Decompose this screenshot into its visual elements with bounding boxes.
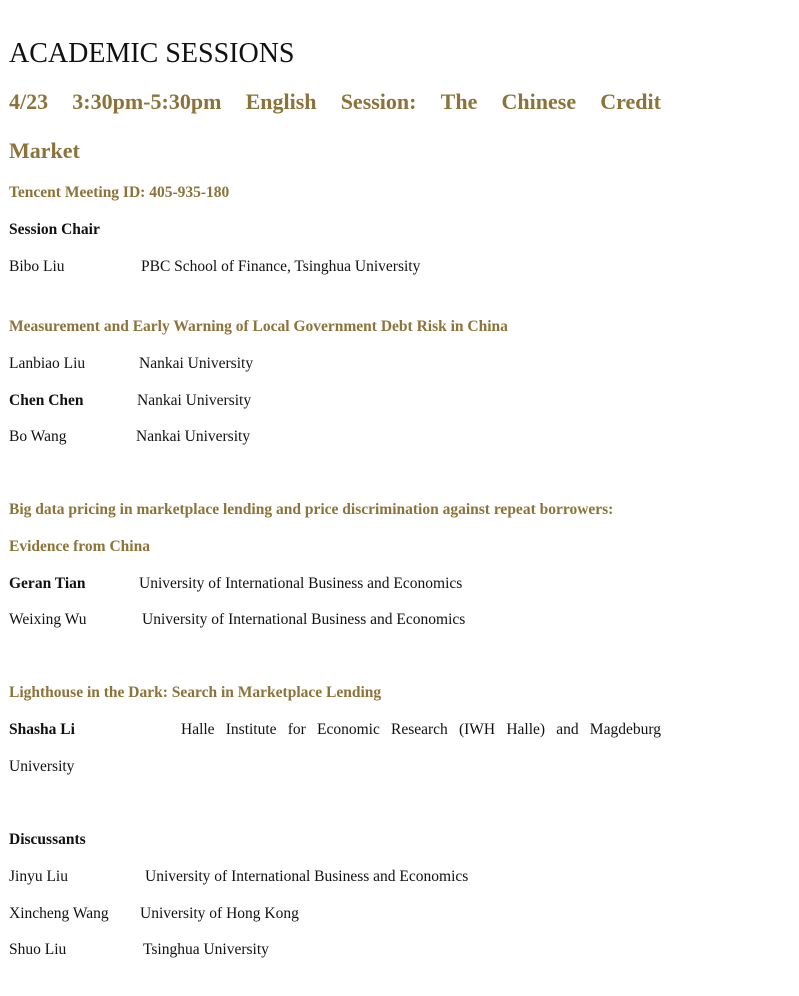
- author-affiliation: Nankai University: [136, 428, 251, 445]
- meeting-id: Tencent Meeting ID: 405-935-180: [9, 184, 230, 201]
- affiliation-word: Research: [391, 721, 448, 738]
- session-heading-word: English: [245, 89, 317, 114]
- author-name: Bo Wang: [9, 428, 67, 445]
- paper-title: Measurement and Early Warning of Local Government Debt Risk in China: [9, 318, 508, 335]
- author-name: Shasha Li: [9, 721, 75, 738]
- paper-title: Lighthouse in the Dark: Search in Marketplace Lending: [9, 684, 382, 701]
- discussant-name: Shuo Liu: [9, 941, 67, 958]
- author-name: Weixing Wu: [9, 611, 87, 628]
- discussants-label: Discussants: [9, 831, 86, 848]
- paper-title-line2: Evidence from China: [9, 538, 150, 555]
- discussant-name: Jinyu Liu: [9, 868, 68, 885]
- author-affiliation: University of International Business and Economics: [139, 575, 463, 592]
- affiliation-word: for: [287, 721, 306, 738]
- session-heading-word: 3:30pm-5:30pm: [72, 89, 222, 114]
- session-heading-word: 4/23: [9, 89, 49, 114]
- affiliation-word: Halle): [506, 721, 546, 738]
- author-affiliation-line2: University: [9, 758, 75, 775]
- discussant-affiliation: Tsinghua University: [143, 941, 269, 958]
- discussant-affiliation: University of Hong Kong: [140, 905, 299, 922]
- session-chair-label: Session Chair: [9, 221, 100, 238]
- discussant-affiliation: University of International Business and Economics: [145, 868, 469, 885]
- author-name: Geran Tian: [9, 575, 86, 592]
- author-name: Lanbiao Liu: [9, 355, 86, 372]
- session-heading-word: The: [440, 89, 478, 114]
- session-heading-word: Chinese: [501, 89, 577, 114]
- author-affiliation: Nankai University: [139, 355, 254, 372]
- session-heading-word: Session:: [340, 89, 417, 114]
- chair-name: Bibo Liu: [9, 258, 65, 275]
- affiliation-word: Halle: [181, 721, 215, 738]
- author-affiliation: University of International Business and Economics: [142, 611, 466, 628]
- chair-affiliation: PBC School of Finance, Tsinghua University: [141, 258, 421, 275]
- affiliation-word: Magdeburg: [589, 721, 661, 738]
- paper-title: Big data pricing in marketplace lending and price discrimination against repeat borrowers:: [9, 501, 614, 518]
- affiliation-word: (IWH: [458, 721, 496, 738]
- affiliation-word: Institute: [225, 721, 277, 738]
- author-affiliation: Nankai University: [137, 392, 252, 409]
- discussant-name: Xincheng Wang: [9, 905, 109, 922]
- session-heading: [9, 88, 661, 116]
- author-name: Chen Chen: [9, 392, 84, 409]
- session-heading-line2: Market: [9, 138, 80, 163]
- author-affiliation: [181, 720, 661, 740]
- page-title: ACADEMIC SESSIONS: [9, 38, 295, 69]
- affiliation-word: Economic: [316, 721, 380, 738]
- affiliation-word: and: [556, 721, 579, 738]
- session-heading-word: Credit: [600, 89, 661, 114]
